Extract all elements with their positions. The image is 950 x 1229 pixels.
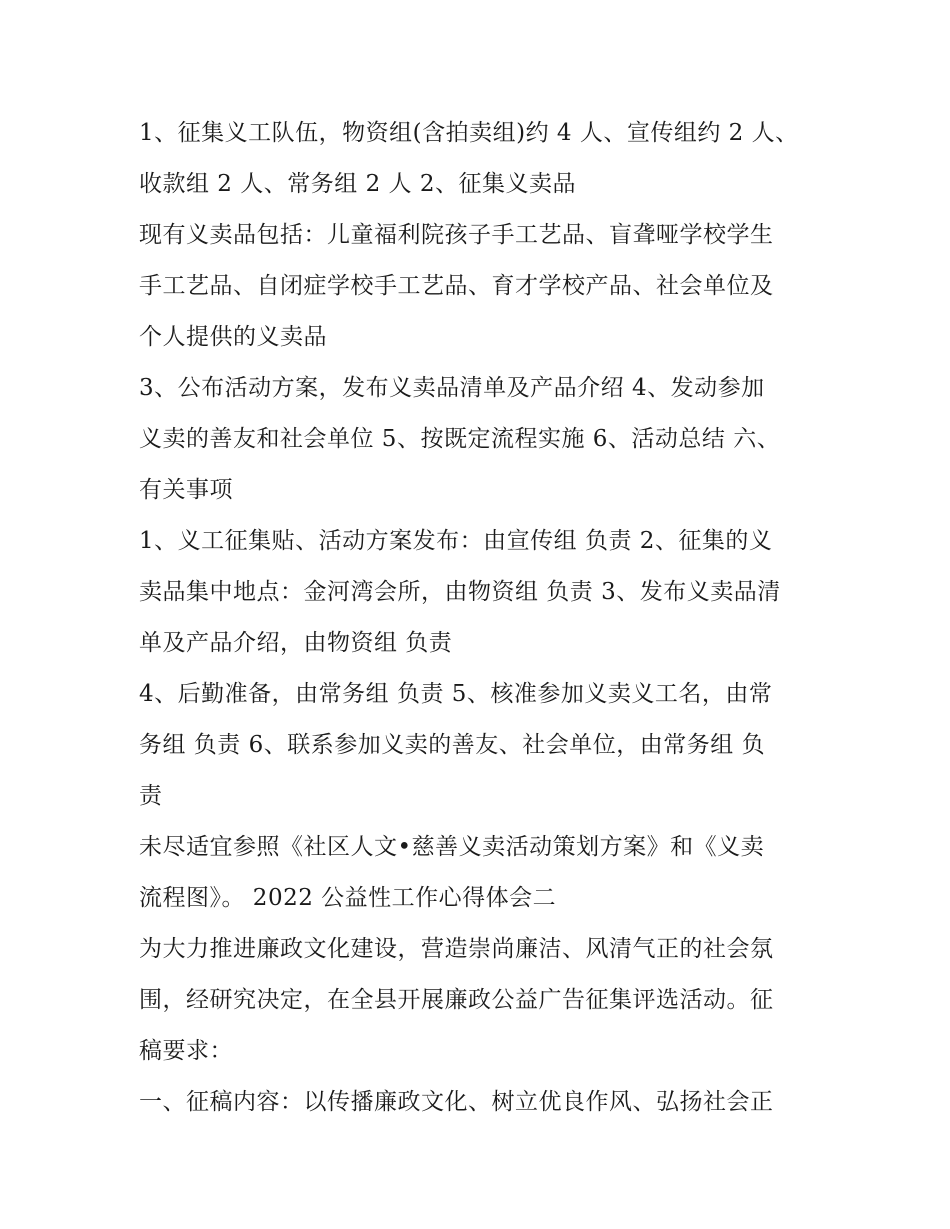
text-line: 卖品集中地点：金河湾会所，由物资组 负责 3、发布义卖品清 [139, 579, 781, 605]
text-line: 稿要求： [139, 1038, 233, 1064]
text-line: 流程图》。 2022 公益性工作心得体会二 [139, 885, 557, 911]
text-line: 未尽适宜参照《社区人文•慈善义卖活动策划方案》和《义卖 [139, 834, 765, 860]
text-line: 个人提供的义卖品 [139, 324, 327, 350]
text-line: 围，经研究决定，在全县开展廉政公益广告征集评选活动。征 [139, 987, 774, 1013]
text-line: 一、征稿内容：以传播廉政文化、树立优良作风、弘扬社会正 [139, 1089, 774, 1115]
text-line: 有关事项 [139, 477, 233, 503]
text-line: 手工艺品、自闭症学校手工艺品、育才学校产品、社会单位及 [139, 273, 774, 299]
text-line: 务组 负责 6、联系参加义卖的善友、社会单位，由常务组 负 [139, 732, 766, 758]
text-line: 1、征集义工队伍，物资组(含拍卖组)约 4 人、宣传组约 2 人、 [139, 120, 799, 146]
text-line: 责 [139, 783, 163, 809]
text-line: 4、后勤准备，由常务组 负责 5、核准参加义卖义工名，由常 [139, 681, 773, 707]
text-line: 1、义工征集贴、活动方案发布：由宣传组 负责 2、征集的义 [139, 528, 773, 554]
text-line: 为大力推进廉政文化建设，营造崇尚廉洁、风清气正的社会氛 [139, 936, 774, 962]
text-line: 现有义卖品包括：儿童福利院孩子手工艺品、盲聋哑学校学生 [139, 222, 774, 248]
text-line: 义卖的善友和社会单位 5、按既定流程实施 6、活动总结 六、 [139, 426, 781, 452]
text-line: 单及产品介绍，由物资组 负责 [139, 630, 453, 656]
text-line: 3、公布活动方案，发布义卖品清单及产品介绍 4、发动参加 [139, 375, 765, 401]
document-body [139, 108, 819, 1128]
text-line: 收款组 2 人、常务组 2 人 2、征集义卖品 [139, 171, 576, 197]
